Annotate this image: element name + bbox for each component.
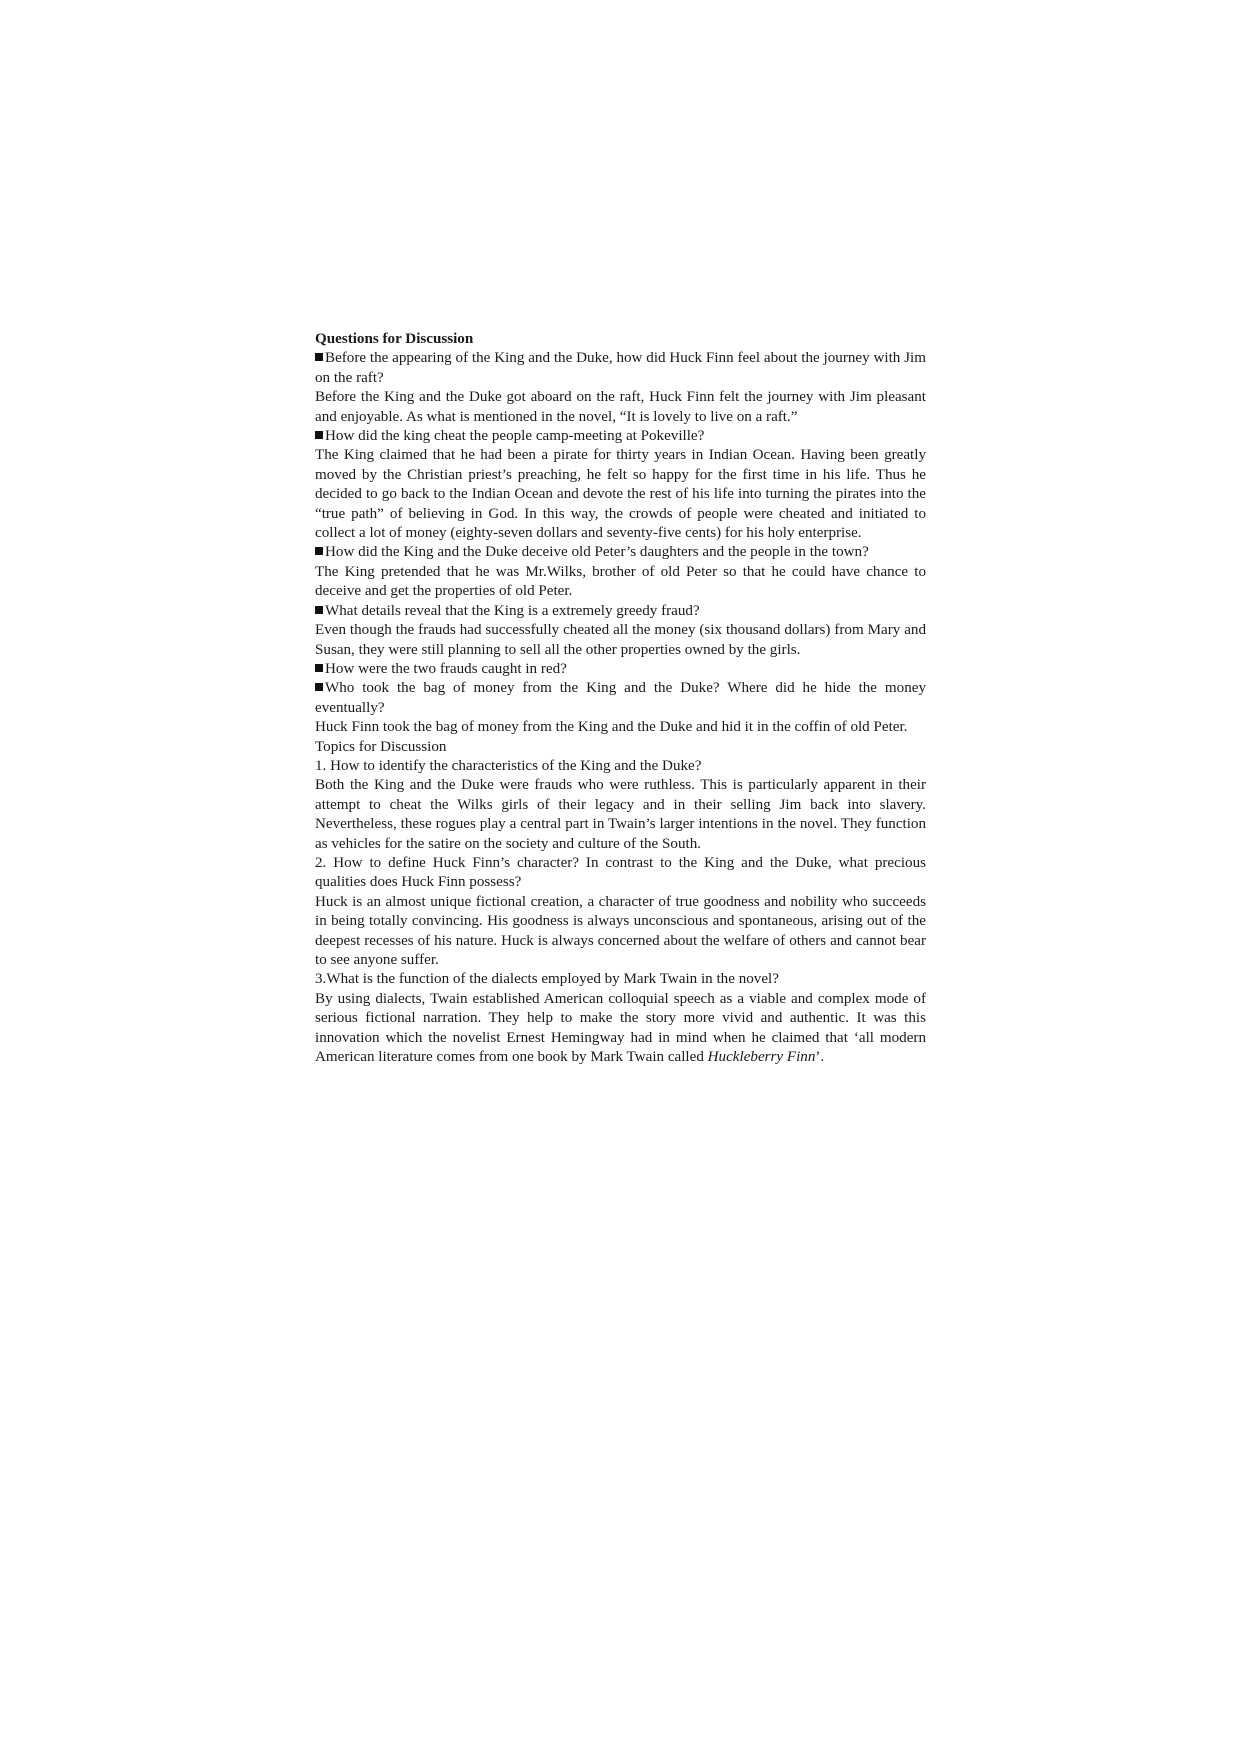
question-4	[315, 602, 926, 621]
answer-6: Huck Finn took the bag of money from the King and the Duke and hid it in the coffin of old Peter.	[315, 719, 908, 736]
question-3	[315, 543, 926, 562]
question-5-text: How were the two frauds caught in red?	[325, 660, 567, 677]
question-5	[315, 660, 926, 679]
question-6	[315, 679, 926, 718]
question-2	[315, 427, 926, 446]
topic-2-question: 2. How to define Huck Finn’s character? In contrast to the King and the Duke, what precious qualities does Huck Finn possess?	[315, 854, 926, 891]
book-title: Huckleberry Finn	[707, 1049, 816, 1066]
question-3-text: How did the King and the Duke deceive old Peter’s daughters and the people in the town?	[325, 544, 869, 561]
topics-heading: Topics for Discussion	[315, 738, 447, 755]
answer-1: Before the King and the Duke got aboard on the raft, Huck Finn felt the journey with Jim pleasant and enjoyable. As what is mentioned in the novel, “It is lovely to live on a raft.”	[315, 389, 926, 425]
square-bullet-icon	[315, 353, 323, 361]
question-1-text: Before the appearing of the King and the Duke, how did Huck Finn feel about the journey with Jim on the raft?	[315, 350, 926, 386]
topic-3-answer-end: ’.	[815, 1049, 825, 1066]
square-bullet-icon	[315, 664, 323, 672]
topic-1-question: 1. How to identify the characteristics of the King and the Duke?	[315, 757, 702, 774]
topic-3-answer	[315, 990, 926, 1068]
square-bullet-icon	[315, 547, 323, 555]
square-bullet-icon	[315, 431, 323, 439]
question-6-text: Who took the bag of money from the King and the Duke? Where did he hide the money eventually?	[315, 680, 926, 716]
topic-1-answer: Both the King and the Duke were frauds who were ruthless. This is particularly apparent in their attempt to cheat the Wilks girls of their legacy and in their selling Jim back into slavery. Nevertheless, these rogues play a central part in Twain’s larger intentions in the novel. They function as vehicles for the satire on the society and culture of the South.	[315, 777, 926, 852]
question-2-text: How did the king cheat the people camp-meeting at Pokeville?	[325, 428, 705, 445]
discussion-text-block	[315, 330, 926, 1067]
questions-heading: Questions for Discussion	[315, 331, 474, 347]
answer-4: Even though the frauds had successfully cheated all the money (six thousand dollars) from Mary and Susan, they were still planning to sell all the other properties owned by the girls.	[315, 622, 926, 658]
topic-2-answer: Huck is an almost unique fictional creation, a character of true goodness and nobility who succeeds in being totally convincing. His goodness is always unconscious and spontaneous, arising out of the deepest recesses of his nature. Huck is always concerned about the welfare of others and cannot bear to see anyone suffer.	[315, 893, 926, 968]
answer-2: The King claimed that he had been a pirate for thirty years in Indian Ocean. Having been greatly moved by the Christian priest’s preaching, he felt so happy for the first time in his life. Thus he decided to go back to the Indian Ocean and devote the rest of his life into turning the pirates into the “true path” of believing in God. In this way, the crowds of people were cheated and initiated to collect a lot of money (eighty-seven dollars and seventy-five cents) for his holy enterprise.	[315, 447, 926, 542]
topic-3-question: 3.What is the function of the dialects employed by Mark Twain in the novel?	[315, 971, 779, 988]
square-bullet-icon	[315, 606, 323, 614]
topic-3-answer-text: By using dialects, Twain established American colloquial speech as a viable and complex mode of serious fictional narration. They help to make the story more vivid and authentic. It was this innovation which the novelist Ernest Hemingway had in mind when he claimed that ‘all modern American literature comes from one book by Mark Twain called	[315, 990, 926, 1066]
square-bullet-icon	[315, 683, 323, 691]
question-4-text: What details reveal that the King is a extremely greedy fraud?	[325, 602, 700, 619]
answer-3: The King pretended that he was Mr.Wilks, brother of old Peter so that he could have chance to deceive and get the properties of old Peter.	[315, 563, 926, 600]
question-1	[315, 349, 926, 388]
